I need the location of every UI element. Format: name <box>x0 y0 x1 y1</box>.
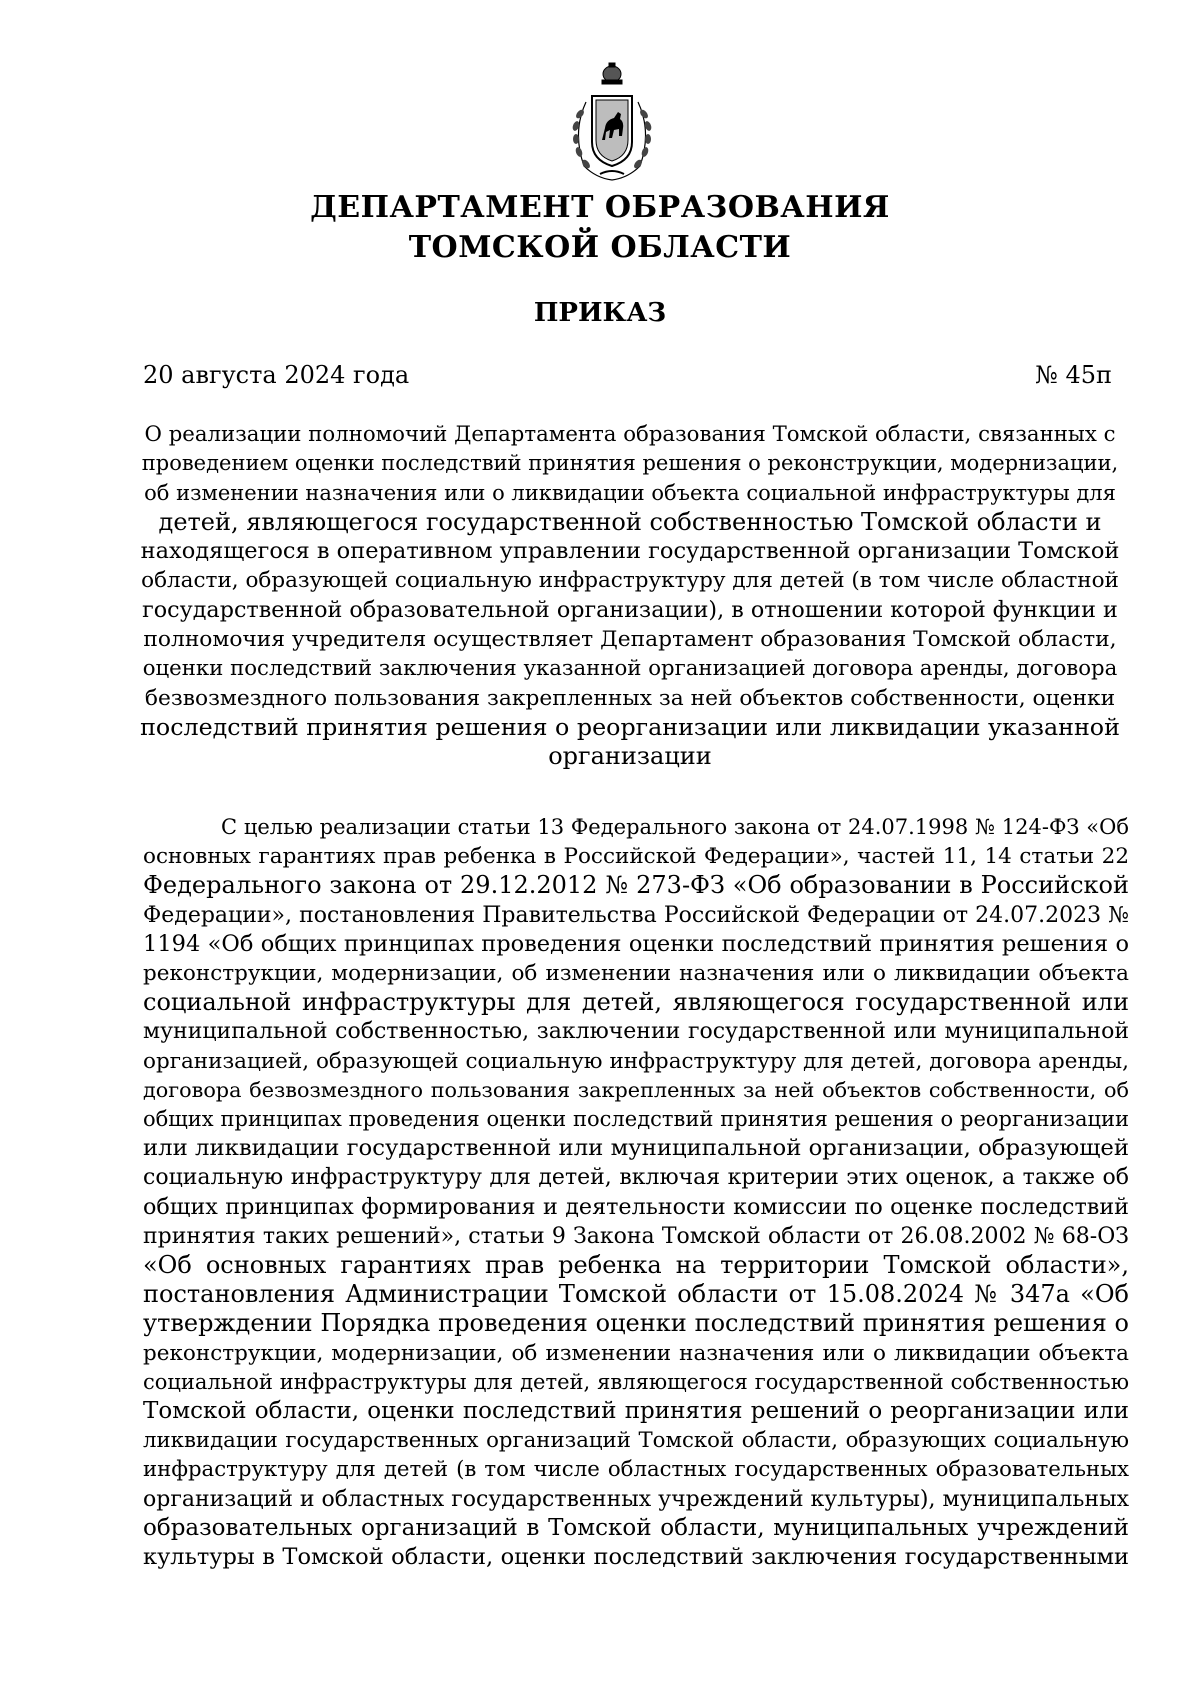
body-line: основных гарантиях прав ребенка в Российской Федерации», частей 11, 14 статьи 22 <box>143 844 1129 870</box>
document-body <box>143 813 1129 1572</box>
body-line: образовательных организаций в Томской области, муниципальных учреждений <box>143 1514 1129 1541</box>
body-line: постановления Администрации Томской области от 15.08.2024 № 347а «Об <box>143 1280 1129 1309</box>
body-line: Федерального закона от 29.12.2012 № 273-ФЗ «Об образовании в Российской <box>143 871 1129 900</box>
subject-line: области, образующей социальную инфраструктуру для детей (в том числе областной <box>141 568 1119 594</box>
document-type: ПРИКАЗ <box>533 298 667 328</box>
body-line: социальной инфраструктуры для детей, являющегося государственной собственностью <box>143 1369 1129 1394</box>
subject-line: детей, являющегося государственной собственностью Томской области и <box>158 507 1102 536</box>
subject-line: организации <box>548 742 712 771</box>
subject-line: об изменении назначения или о ликвидации объекта социальной инфраструктуры для <box>144 480 1116 505</box>
department-name-line2: ТОМСКОЙ ОБЛАСТИ <box>408 230 792 265</box>
body-line: ликвидации государственных организаций Томской области, образующих социальную <box>143 1428 1129 1454</box>
tomsk-coat-of-arms-icon <box>562 62 662 184</box>
body-line: утверждении Порядка проведения оценки последствий принятия решения о <box>143 1309 1129 1338</box>
body-line: «Об основных гарантиях прав ребенка на территории Томской области», <box>143 1251 1129 1280</box>
body-line: социальной инфраструктуры для детей, являющегося государственной или <box>143 988 1129 1017</box>
body-line: договора безвозмездного пользования закрепленных за ней объектов собственности, об <box>143 1077 1129 1102</box>
body-line: принятия таких решений», статьи 9 Закона Томской области от 26.08.2002 № 68-ОЗ <box>143 1223 1129 1249</box>
body-line: С целью реализации статьи 13 Федерального закона от 24.07.1998 № 124-ФЗ «Об <box>221 815 1129 839</box>
body-line: муниципальной собственностью, заключении государственной или муниципальной <box>143 1019 1129 1045</box>
body-line: общих принципах формирования и деятельности комиссии по оценке последствий <box>143 1193 1129 1220</box>
subject-line: находящегося в оперативном управлении государственной организации Томской <box>140 538 1120 565</box>
document-subject <box>140 420 1120 772</box>
subject-line: проведением оценки последствий принятия решения о реконструкции, модернизации, <box>141 451 1119 476</box>
subject-line: государственной образовательной организации), в отношении которой функции и <box>142 596 1118 623</box>
body-line: организаций и областных государственных учреждений культуры), муниципальных <box>143 1486 1129 1512</box>
body-line: организацией, образующей социальную инфраструктуру для детей, договора аренды, <box>143 1048 1129 1074</box>
body-line: или ликвидации государственной или муниципальной организации, образующей <box>143 1135 1129 1162</box>
body-line: общих принципах проведения оценки последствий принятия решения о реорганизации <box>143 1107 1129 1132</box>
body-line: Федерации», постановления Правительства Российской Федерации от 24.07.2023 № <box>143 902 1129 928</box>
body-line: культуры в Томской области, оценки последствий заключения государственными <box>143 1544 1129 1571</box>
subject-line: О реализации полномочий Департамента образования Томской области, связанных с <box>144 422 1116 447</box>
body-line: реконструкции, модернизации, об изменении назначения или о ликвидации объекта <box>143 961 1129 987</box>
subject-line: последствий принятия решения о реорганизации или ликвидации указанной <box>140 712 1120 741</box>
document-date: 20 августа 2024 года <box>143 361 410 389</box>
document-number: № 45п <box>1035 361 1112 389</box>
subject-line: полномочия учредителя осуществляет Департамент образования Томской области, <box>143 627 1117 653</box>
department-name-line1: ДЕПАРТАМЕНТ ОБРАЗОВАНИЯ <box>310 190 890 225</box>
body-line: социальную инфраструктуру для детей, включая критерии этих оценок, а также об <box>143 1165 1129 1191</box>
body-line: инфраструктуру для детей (в том числе областных государственных образовательных <box>143 1457 1129 1483</box>
subject-line: оценки последствий заключения указанной организацией договора аренды, договора <box>142 656 1118 682</box>
subject-line: безвозмездного пользования закрепленных за ней объектов собственности, оценки <box>144 685 1116 711</box>
body-line: 1194 «Об общих принципах проведения оценки последствий принятия решения о <box>143 930 1129 957</box>
body-line: реконструкции, модернизации, об изменении назначения или о ликвидации объекта <box>143 1340 1129 1366</box>
body-line: Томской области, оценки последствий принятия решений о реорганизации или <box>143 1398 1129 1425</box>
